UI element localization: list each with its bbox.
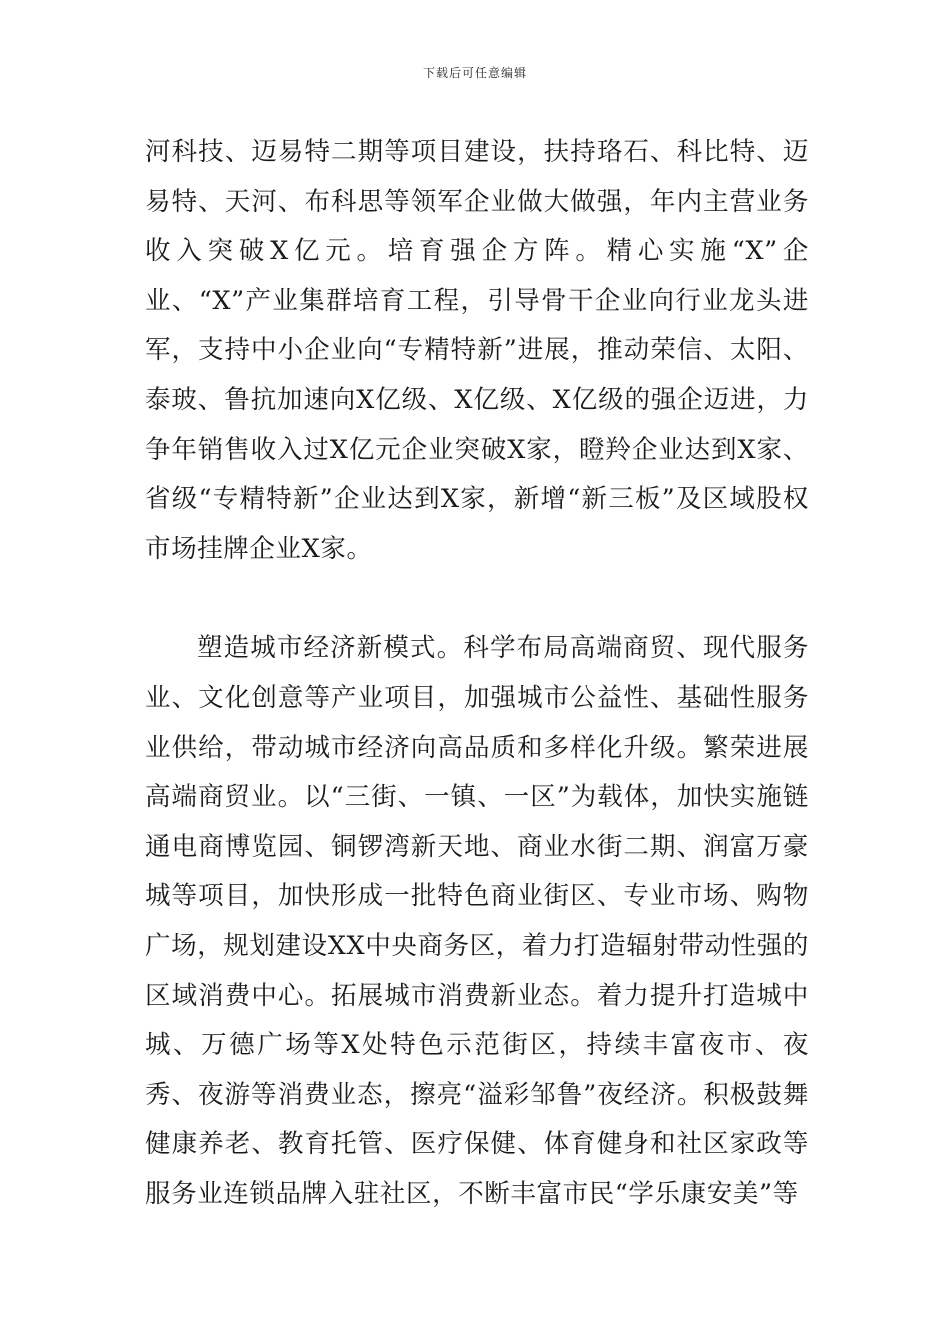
paragraph-continued: 河科技、迈易特二期等项目建设，扶持珞石、科比特、迈易特、天河、布科思等领军企业做大做强，年内主营业务收入突破X亿元。培育强企方阵。精心实施“X”企业、“X”产业集群培育工程，引导骨干企业向行业龙头进军，支持中小企业向“专精特新”进展，推动荣信、太阳、泰玻、鲁抗加速向X亿级、X亿级、X亿级的强企迈进，力争年销售收入过X亿元企业突破X家，瞪羚企业达到X家、省级“专精特新”企业达到X家，新增“新三板”及区域股权市场挂牌企业X家。	[145, 137, 809, 564]
page-header: 下载后可任意编辑	[422, 66, 527, 80]
document-body	[145, 128, 809, 1219]
paragraph-city-economy: 塑造城市经济新模式。科学布局高端商贸、现代服务业、文化创意等产业项目，加强城市公益性、基础性服务业供给，带动城市经济向高品质和多样化升级。繁荣进展高端商贸业。以“三街、一镇、一区”为载体，加快实施链通电商博览园、铜锣湾新天地、商业水街二期、润富万豪城等项目，加快形成一批特色商业街区、专业市场、购物广场，规划建设XX中央商务区，着力打造辐射带动性强的区域消费中心。拓展城市消费新业态。着力提升打造城中城、万德广场等X处特色示范街区，持续丰富夜市、夜秀、夜游等消费业态，擦亮“溢彩邹鲁”夜经济。积极鼓舞健康养老、教育托管、医疗保健、体育健身和社区家政等服务业连锁品牌入驻社区，不断丰富市民“学乐康安美”等	[145, 633, 809, 1209]
